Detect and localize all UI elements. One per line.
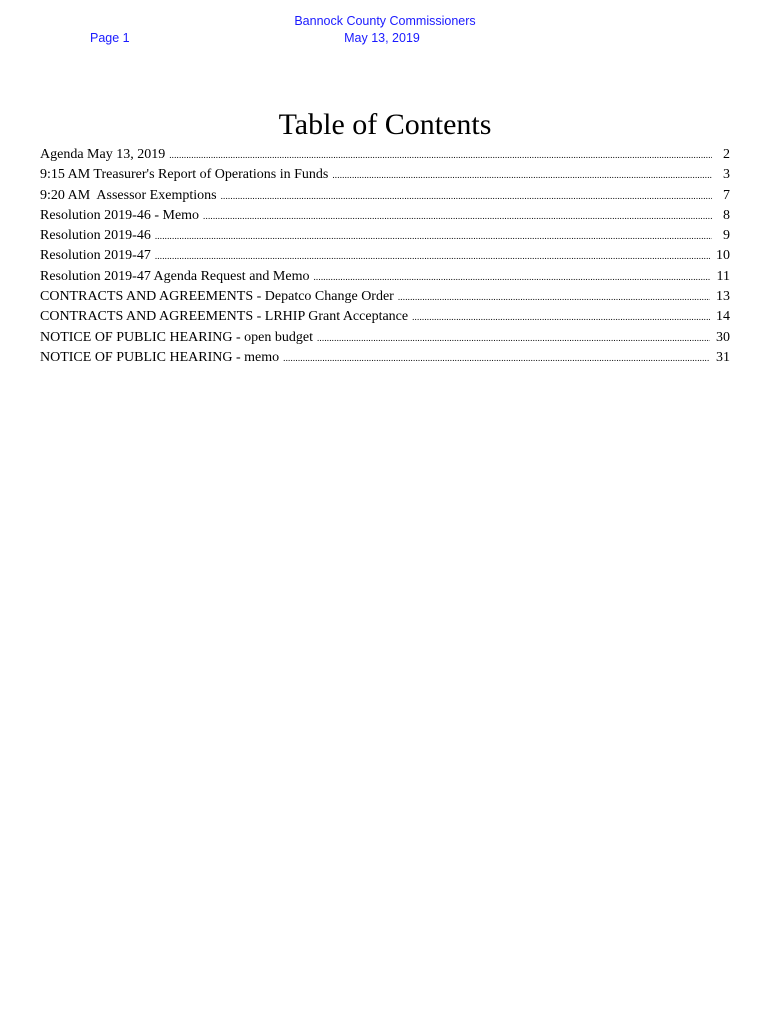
toc-entry-page: 31 [716, 349, 730, 365]
toc-leader-dots [317, 328, 710, 348]
toc-entry-label: NOTICE OF PUBLIC HEARING - memo [40, 349, 280, 365]
toc-entry[interactable] [40, 328, 730, 348]
toc-entry[interactable] [40, 287, 730, 307]
toc-entry[interactable] [40, 165, 730, 185]
toc-entry-page: 14 [716, 309, 730, 325]
toc-leader-dots [398, 287, 710, 307]
toc-entry-page: 30 [716, 329, 730, 345]
toc-entry-label: CONTRACTS AND AGREEMENTS - LRHIP Grant Acceptance [40, 309, 409, 325]
toc-leader-dots [155, 226, 712, 246]
toc-entry-label: Resolution 2019-46 - Memo [40, 207, 200, 223]
toc-entry-label: 9:15 AM Treasurer's Report of Operations in Funds [40, 167, 329, 183]
toc-entry-label: Resolution 2019-46 [40, 228, 151, 244]
toc-entry-page: 13 [716, 289, 730, 305]
toc-list [40, 145, 730, 368]
toc-entry-label: CONTRACTS AND AGREEMENTS - Depatco Change Order [40, 289, 394, 305]
toc-entry-page: 9 [723, 228, 730, 244]
toc-leader-dots [412, 307, 710, 327]
toc-entry[interactable] [40, 307, 730, 327]
header-page-number: Page 1 [90, 31, 130, 45]
toc-entry[interactable] [40, 348, 730, 368]
toc-leader-dots [313, 267, 710, 287]
toc-entry-page: 7 [723, 187, 730, 203]
toc-entry-page: 2 [723, 147, 730, 162]
toc-entry-page: 10 [716, 248, 730, 264]
toc-leader-dots [283, 348, 710, 368]
toc-leader-dots [203, 206, 712, 226]
toc-leader-dots [169, 145, 712, 165]
toc-entry[interactable] [40, 267, 730, 287]
toc-entry[interactable] [40, 206, 730, 226]
toc-entry[interactable] [40, 226, 730, 246]
toc-leader-dots [155, 246, 710, 266]
header-date: May 13, 2019 [344, 31, 420, 45]
toc-entry-page: 8 [723, 207, 730, 223]
toc-entry-label: Agenda May 13, 2019 [40, 147, 166, 162]
toc-entry-label: Resolution 2019-47 Agenda Request and Memo [40, 268, 310, 284]
toc-title: Table of Contents [278, 108, 492, 141]
toc-entry-label: NOTICE OF PUBLIC HEARING - open budget [40, 329, 313, 345]
toc-entry[interactable] [40, 246, 730, 266]
toc-entry-label: 9:20 AM Assessor Exemptions [40, 187, 217, 203]
toc-entry-label: Resolution 2019-47 [40, 248, 151, 264]
toc-leader-dots [221, 186, 712, 206]
toc-entry[interactable] [40, 186, 730, 206]
toc-entry-page: 11 [716, 268, 730, 284]
header-organization: Bannock County Commissioners [294, 14, 476, 28]
toc-leader-dots [332, 165, 712, 185]
toc-entry-page: 3 [723, 167, 730, 183]
toc-entry[interactable] [40, 145, 730, 165]
